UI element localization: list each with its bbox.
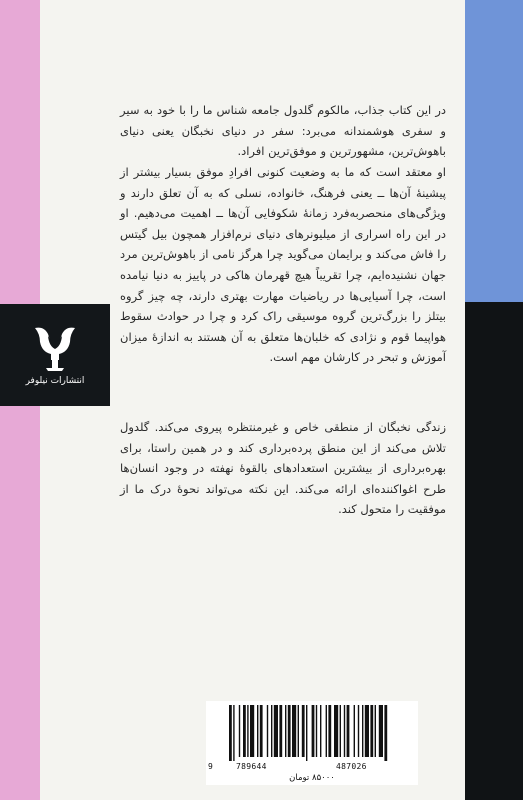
right-dark-band	[465, 302, 523, 800]
right-blue-band	[465, 0, 523, 302]
publisher-name: انتشارات نیلوفر	[25, 376, 85, 386]
blurb-paragraph-2: او معتقد است که ما به وضعیت کنونی افرادِ موفق بسیار بیشتر از پیشینهٔ آن‌ها ــ یعنی فرهنگ، خانواده، نسلی که به آن تعلق دارند و ویژگی‌های منحصربه‌فرد زمانهٔ شکوفایی آن‌ها ــ اهمیت می‌دهیم. او در این راه اسراری از میلیونرهای دنیای نرم‌افزار همچون بیل گیتس را فاش می‌کند و برایمان می‌گوید چرا هرگز نامی از باهوش‌ترین مرد جهان نشنیده‌ایم، چرا تقریباً هیچ قهرمان هاکی در پاییز به دنیا نیامده است، چرا آسیایی‌ها در ریاضیات مهارت بهتری دارند، چه چیز گروه بیتلز را بزرگ‌ترین گروه موسیقی راک کرد و چرا در حوادث سقوط هواپیما قوم و نژادی که خلبان‌ها متعلق به آن هستند به اندازهٔ میزان آموزش و تبحر در کارشان مهم است.	[120, 165, 446, 365]
niloufar-lotus-logo-icon	[32, 324, 78, 372]
isbn-right-group: 487026	[336, 762, 367, 771]
right-color-strip	[465, 0, 523, 800]
isbn-prefix: 9	[208, 762, 214, 771]
blurb-paragraph-3: زندگی نخبگان از منطقی خاص و غیرمنتظره پیروی می‌کند. گلدول تلاش می‌کند از این منطق پرده‌برداری کند و در همین راستا، برای بهره‌برداری از بیشترین استعدادهای بالقوهٔ نهفته در وجود انسان‌ها طرح اغواکننده‌ای ارائه می‌کند. این نکته می‌تواند نحوهٔ درک ما از موفقیت را متحول کند.	[120, 420, 446, 517]
blurb-paragraph-1: در این کتاب جذاب، مالکوم گلدول جامعه شناس ما را با خود به سیر و سفری هوشمندانه می‌برد: سفر در دنیای نخبگان یعنی دنیای باهوش‌ترین، مشهورترین و موفق‌ترین افراد.	[120, 103, 446, 159]
isbn-left-group: 789644	[236, 762, 267, 771]
barcode-label	[206, 701, 418, 785]
price-label: ۸۵۰۰۰ تومان	[289, 773, 335, 783]
publisher-logo-block	[0, 304, 110, 406]
back-cover-text	[118, 0, 446, 800]
